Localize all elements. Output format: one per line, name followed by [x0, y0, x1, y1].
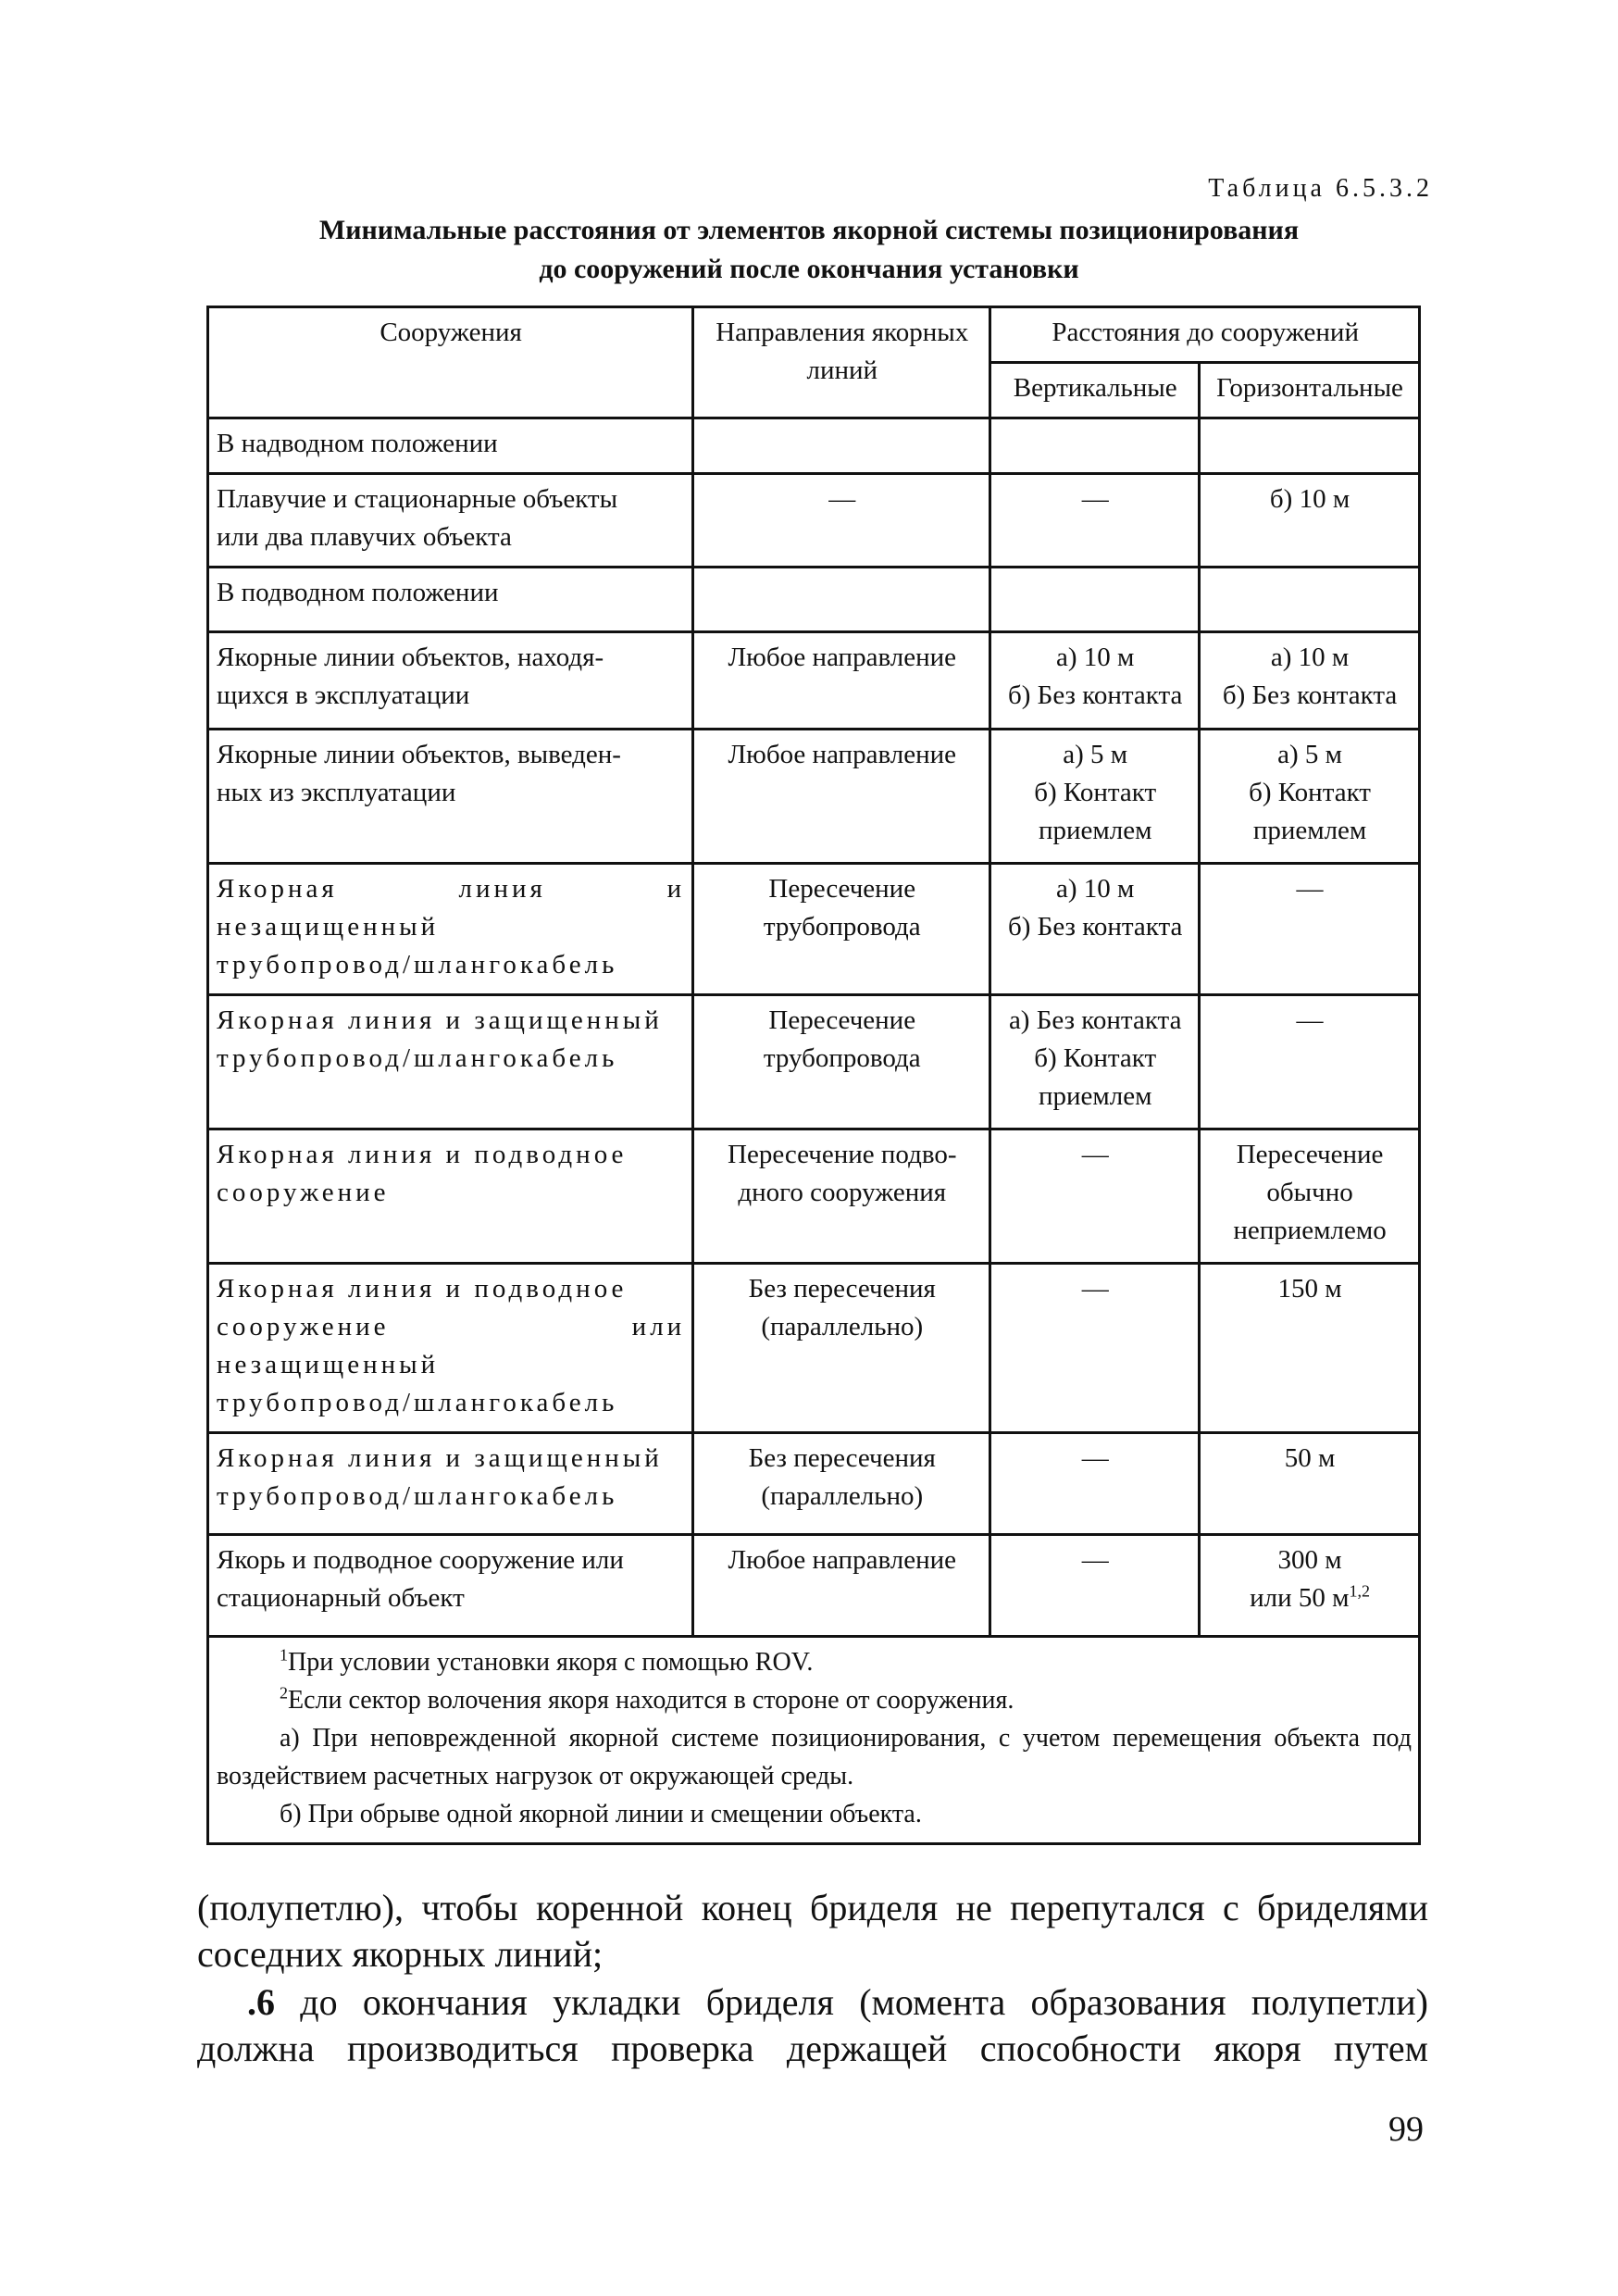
cell-line: или два плавучих объекта: [217, 522, 512, 552]
cell-line: (параллельно): [761, 1312, 924, 1341]
cell-line: —: [828, 484, 856, 514]
cell-line: трубопровод/шлангокабель: [217, 1043, 618, 1073]
cell-line: ных из эксплуатации: [217, 778, 456, 807]
cell-line: Якорная линия и защищенный: [217, 1443, 663, 1473]
cell-direction: [693, 1129, 990, 1264]
cell-line: б) Контакт: [1034, 1043, 1157, 1073]
table-row: [208, 864, 1420, 995]
cell-horizontal: [1200, 995, 1420, 1129]
cell-line: —: [1081, 1443, 1109, 1473]
table-label: Таблица 6.5.3.2: [1208, 174, 1433, 203]
cell-line: Якорная линия и подводное: [217, 1274, 628, 1304]
cell-line: приемлем: [1038, 816, 1152, 845]
table-title: [0, 211, 1618, 289]
cell-line: —: [1296, 1005, 1324, 1035]
cell-structure: [208, 1535, 693, 1637]
cell-line: Якорная линия и подводное: [217, 1140, 628, 1169]
cell-horizontal: [1200, 418, 1420, 474]
body-line: должна производиться проверка держащей способности якоря путем: [197, 2028, 1428, 2069]
cell-line: Пересечение: [1236, 1140, 1384, 1169]
table-row: [208, 730, 1420, 864]
footnote-ref: 1,2: [1349, 1581, 1370, 1601]
cell-line: —: [1296, 874, 1324, 904]
cell-vertical: [990, 1264, 1200, 1433]
cell-line: обычно: [1266, 1178, 1353, 1207]
cell-line: Любое направление: [728, 643, 957, 672]
cell-line: б) Без контакта: [1008, 680, 1183, 710]
cell-line: Без пересечения: [748, 1274, 936, 1304]
header-row: [208, 307, 1420, 363]
cell-line: Пересечение: [768, 874, 916, 904]
cell-direction: [693, 418, 990, 474]
cell-horizontal: [1200, 568, 1420, 632]
footnote-b: б) При обрыве одной якорной линии и смещении объекта.: [280, 1800, 922, 1828]
cell-line: Без пересечения: [748, 1443, 936, 1473]
cell-line: трубопровод/шлангокабель: [217, 1481, 618, 1511]
cell-line: —: [1081, 1274, 1109, 1304]
cell-line: б) Без контакта: [1008, 912, 1183, 942]
cell-line: а) 10 м: [1056, 874, 1135, 904]
table-row: [208, 1433, 1420, 1535]
cell-direction: [693, 730, 990, 864]
cell-structure: [208, 730, 693, 864]
cell-line: а) 10 м: [1270, 643, 1350, 672]
cell-line: Пересечение подво-: [728, 1140, 957, 1169]
table-row: [208, 995, 1420, 1129]
cell-structure: [208, 1433, 693, 1535]
cell-line: Якорная линия и незащищенный: [217, 874, 686, 942]
page-number: 99: [1388, 2110, 1424, 2149]
cell-line: трубопровод/шлангокабель: [217, 1388, 618, 1417]
item-number: .6: [247, 1981, 275, 2023]
cell-direction: [693, 995, 990, 1129]
cell-line: а) 5 м: [1063, 740, 1128, 769]
body-line: (полупетлю), чтобы коренной конец бриделя не перепутался с бриделями: [197, 1887, 1428, 1928]
cell-vertical: [990, 1433, 1200, 1535]
cell-line: б) Контакт: [1034, 778, 1157, 807]
cell-structure: [208, 568, 693, 632]
cell-vertical: [990, 474, 1200, 568]
cell-line: б) Контакт: [1249, 778, 1371, 807]
cell-line: трубопровода: [763, 912, 921, 942]
cell-vertical: [990, 1535, 1200, 1637]
cell-line: сооружение: [217, 1178, 390, 1207]
cell-line: неприемлемо: [1233, 1216, 1387, 1245]
cell-line: стационарный объект: [217, 1583, 465, 1613]
cell-line: —: [1081, 1545, 1109, 1575]
cell-line: сооружение или незащищенный: [217, 1312, 686, 1379]
cell-structure: [208, 995, 693, 1129]
cell-structure: [208, 1264, 693, 1433]
cell-horizontal: [1200, 1535, 1420, 1637]
footnote-1-mark: 1: [280, 1645, 288, 1665]
cell-structure: [208, 418, 693, 474]
cell-line: —: [1081, 484, 1109, 514]
cell-vertical: [990, 864, 1200, 995]
cell-vertical: [990, 995, 1200, 1129]
header-directions: Направления якорных линий: [693, 307, 990, 418]
cell-line: б) Без контакта: [1222, 680, 1398, 710]
cell-direction: [693, 474, 990, 568]
body-line: соседних якорных линий;: [197, 1933, 604, 1975]
cell-vertical: [990, 568, 1200, 632]
cell-line: дного сооружения: [738, 1178, 947, 1207]
table-body: [208, 418, 1420, 1637]
cell-structure: [208, 632, 693, 730]
distances-table: [206, 306, 1421, 1845]
cell-line: 150 м: [1277, 1274, 1342, 1304]
cell-line: а) 5 м: [1277, 740, 1342, 769]
cell-direction: [693, 632, 990, 730]
footnotes: [208, 1637, 1420, 1844]
footnote-1-text: При условии установки якоря с помощью ROV.: [288, 1648, 814, 1677]
cell-line: трубопровода: [763, 1043, 921, 1073]
cell-line: а) Без контакта: [1008, 1005, 1182, 1035]
footnotes-row: [208, 1637, 1420, 1844]
table-row: [208, 1264, 1420, 1433]
cell-line: Якорные линии объектов, находя-: [217, 643, 604, 672]
cell-line: В подводном положении: [217, 578, 499, 607]
cell-line: —: [1081, 1140, 1109, 1169]
cell-line: приемлем: [1252, 816, 1367, 845]
table-row: [208, 1129, 1420, 1264]
cell-line: или 50 м: [1250, 1583, 1350, 1613]
table-row: [208, 474, 1420, 568]
cell-line: (параллельно): [761, 1481, 924, 1511]
cell-horizontal: [1200, 474, 1420, 568]
header-vertical: Вертикальные: [990, 363, 1200, 418]
table-row: [208, 418, 1420, 474]
footnote-a: а) При неповрежденной якорной системе позиционирования, с учетом перемещения объекта под воздействием расчетных нагрузок от окружающей среды.: [217, 1724, 1412, 1791]
cell-vertical: [990, 418, 1200, 474]
cell-horizontal: [1200, 1264, 1420, 1433]
cell-structure: [208, 1129, 693, 1264]
cell-line: Якорные линии объектов, выведен-: [217, 740, 621, 769]
footnote-2-text: Если сектор волочения якоря находится в стороне от сооружения.: [288, 1686, 1014, 1715]
cell-direction: [693, 1535, 990, 1637]
footnote-2: [217, 1681, 1412, 1719]
cell-line: Якорь и подводное сооружение или: [217, 1545, 624, 1575]
body-paragraph-1: [197, 1885, 1428, 1978]
cell-line: В надводном положении: [217, 429, 498, 458]
cell-direction: [693, 568, 990, 632]
cell-horizontal: [1200, 1433, 1420, 1535]
cell-line: Якорная линия и защищенный: [217, 1005, 663, 1035]
cell-vertical: [990, 1129, 1200, 1264]
footnote-2-mark: 2: [280, 1683, 288, 1703]
cell-horizontal: [1200, 632, 1420, 730]
cell-line: Пересечение: [768, 1005, 916, 1035]
cell-structure: [208, 474, 693, 568]
body-line: [197, 1979, 1428, 2026]
cell-horizontal: [1200, 730, 1420, 864]
cell-vertical: [990, 632, 1200, 730]
header-structures: Сооружения: [208, 307, 693, 418]
table-title-line-1: Минимальные расстояния от элементов якорной системы позиционирования: [318, 215, 1300, 245]
cell-direction: [693, 1433, 990, 1535]
cell-line: Любое направление: [728, 1545, 957, 1575]
cell-line: а) 10 м: [1056, 643, 1135, 672]
cell-line: 50 м: [1284, 1443, 1336, 1473]
table-title-line-2: до сооружений после окончания установки: [539, 254, 1079, 284]
header-distances: Расстояния до сооружений: [990, 307, 1420, 363]
cell-direction: [693, 864, 990, 995]
body-line-text: до окончания укладки бриделя (момента образования полупетли): [275, 1981, 1428, 2023]
cell-line: б) 10 м: [1269, 484, 1350, 514]
table-row: [208, 1535, 1420, 1637]
cell-line: Любое направление: [728, 740, 957, 769]
cell-horizontal: [1200, 1129, 1420, 1264]
table-row: [208, 632, 1420, 730]
cell-horizontal: [1200, 864, 1420, 995]
cell-direction: [693, 1264, 990, 1433]
cell-structure: [208, 864, 693, 995]
body-paragraph-2: [197, 1979, 1428, 2072]
table-row: [208, 568, 1420, 632]
cell-line: щихся в эксплуатации: [217, 680, 470, 710]
cell-line: приемлем: [1038, 1081, 1152, 1111]
cell-line: Плавучие и стационарные объекты: [217, 484, 618, 514]
header-horizontal: Горизонтальные: [1200, 363, 1420, 418]
cell-vertical: [990, 730, 1200, 864]
footnote-1: [217, 1643, 1412, 1681]
cell-line: трубопровод/шлангокабель: [217, 950, 618, 980]
cell-line: 300 м: [1277, 1545, 1342, 1575]
